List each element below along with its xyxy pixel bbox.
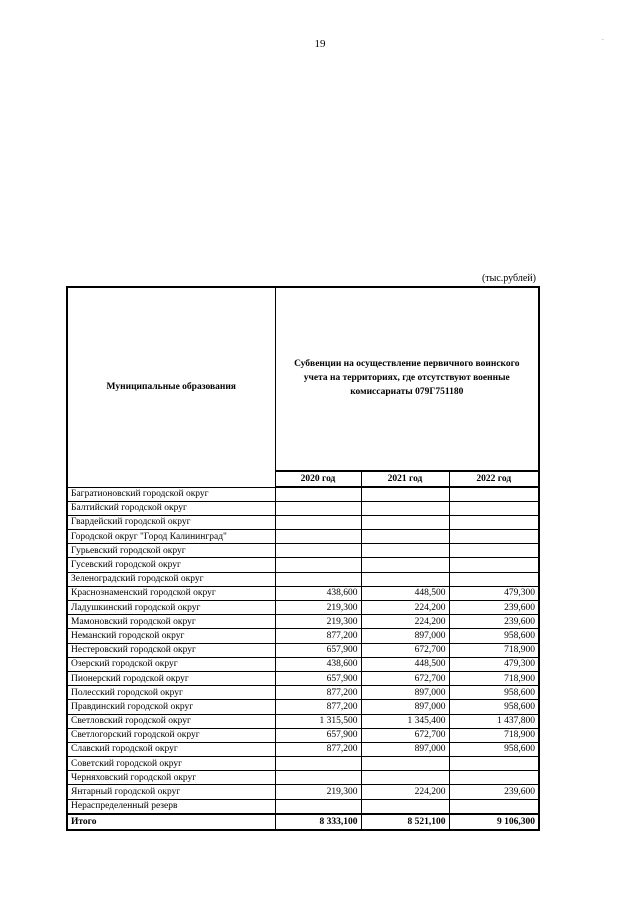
municipality-name: Славский городской округ <box>67 742 275 756</box>
value-2022: 718,900 <box>449 728 539 742</box>
value-2021: 672,700 <box>361 728 449 742</box>
table-row <box>67 643 539 657</box>
value-2022: 718,900 <box>449 671 539 685</box>
table-row <box>67 515 539 529</box>
table-row <box>67 501 539 515</box>
value-2020: 657,900 <box>275 728 361 742</box>
municipality-name: Краснознаменский городской округ <box>67 586 275 600</box>
municipality-name: Нераспределенный резерв <box>67 799 275 814</box>
value-2020: 438,600 <box>275 657 361 671</box>
municipality-name: Озерский городской округ <box>67 657 275 671</box>
table-row <box>67 601 539 615</box>
table-row <box>67 686 539 700</box>
value-2022 <box>449 572 539 586</box>
table-body <box>67 487 539 814</box>
value-2022: 239,600 <box>449 785 539 799</box>
municipality-name: Городской округ "Город Калининград" <box>67 530 275 544</box>
margin-mark: . <box>602 34 604 42</box>
value-2021: 448,500 <box>361 657 449 671</box>
value-2020: 657,900 <box>275 643 361 657</box>
municipality-name: Советский городской округ <box>67 757 275 771</box>
table-row <box>67 714 539 728</box>
value-2021: 672,700 <box>361 671 449 685</box>
value-2020: 877,200 <box>275 742 361 756</box>
value-2022: 958,600 <box>449 629 539 643</box>
value-2020: 877,200 <box>275 686 361 700</box>
value-2020 <box>275 487 361 501</box>
total-2022: 9 106,300 <box>449 814 539 830</box>
municipality-name: Правдинский городской округ <box>67 700 275 714</box>
column-header-municipality: Муниципальные образования <box>67 287 275 487</box>
value-2020: 219,300 <box>275 785 361 799</box>
table-row <box>67 629 539 643</box>
table-row <box>67 657 539 671</box>
table-total-row <box>67 814 539 830</box>
subvention-table <box>66 286 540 831</box>
value-2022 <box>449 799 539 814</box>
table-row <box>67 530 539 544</box>
value-2021 <box>361 487 449 501</box>
table-row <box>67 572 539 586</box>
value-2022: 479,300 <box>449 586 539 600</box>
value-2021: 897,000 <box>361 629 449 643</box>
value-2022 <box>449 487 539 501</box>
municipality-name: Багратионовский городской округ <box>67 487 275 501</box>
value-2021: 897,000 <box>361 686 449 700</box>
value-2020 <box>275 544 361 558</box>
value-2020: 877,200 <box>275 629 361 643</box>
value-2021: 1 345,400 <box>361 714 449 728</box>
value-2021 <box>361 771 449 785</box>
value-2020 <box>275 757 361 771</box>
page-number: 19 <box>314 38 326 50</box>
total-label: Итого <box>67 814 275 830</box>
value-2021 <box>361 501 449 515</box>
municipality-name: Светлогорский городской округ <box>67 728 275 742</box>
value-2021 <box>361 558 449 572</box>
value-2020 <box>275 799 361 814</box>
value-2022 <box>449 771 539 785</box>
table-row <box>67 544 539 558</box>
value-2021 <box>361 757 449 771</box>
value-2021: 224,200 <box>361 601 449 615</box>
value-2020 <box>275 501 361 515</box>
total-2021: 8 521,100 <box>361 814 449 830</box>
table-row <box>67 728 539 742</box>
table-row <box>67 558 539 572</box>
municipality-name: Гусевский городской округ <box>67 558 275 572</box>
value-2021: 448,500 <box>361 586 449 600</box>
municipality-name: Зеленоградский городской округ <box>67 572 275 586</box>
value-2020 <box>275 530 361 544</box>
value-2021: 672,700 <box>361 643 449 657</box>
value-2022: 958,600 <box>449 700 539 714</box>
value-2020 <box>275 771 361 785</box>
value-2022: 1 437,800 <box>449 714 539 728</box>
value-2020: 1 315,500 <box>275 714 361 728</box>
value-2021 <box>361 515 449 529</box>
value-2020: 438,600 <box>275 586 361 600</box>
value-2020: 877,200 <box>275 700 361 714</box>
municipality-name: Балтийский городской округ <box>67 501 275 515</box>
table-row <box>67 586 539 600</box>
municipality-name: Мамоновский городской округ <box>67 615 275 629</box>
value-2022: 239,600 <box>449 615 539 629</box>
value-2022: 958,600 <box>449 742 539 756</box>
value-2021: 897,000 <box>361 742 449 756</box>
value-2021 <box>361 530 449 544</box>
municipality-name: Ладушкинский городской округ <box>67 601 275 615</box>
value-2022: 479,300 <box>449 657 539 671</box>
value-2022 <box>449 558 539 572</box>
column-header-year-2020: 2020 год <box>275 471 361 487</box>
table-row <box>67 671 539 685</box>
value-2021 <box>361 544 449 558</box>
value-2022 <box>449 757 539 771</box>
value-2022: 958,600 <box>449 686 539 700</box>
value-2021: 897,000 <box>361 700 449 714</box>
municipality-name: Черняховский городской округ <box>67 771 275 785</box>
value-2021 <box>361 799 449 814</box>
value-2020 <box>275 558 361 572</box>
value-2020 <box>275 572 361 586</box>
value-2022 <box>449 530 539 544</box>
municipality-name: Гурьевский городской округ <box>67 544 275 558</box>
value-2021: 224,200 <box>361 615 449 629</box>
municipality-name: Нестеровский городской округ <box>67 643 275 657</box>
value-2020: 657,900 <box>275 671 361 685</box>
table-row <box>67 742 539 756</box>
units-label: (тыс.рублей) <box>481 273 536 284</box>
column-header-year-2022: 2022 год <box>449 471 539 487</box>
table-row <box>67 615 539 629</box>
table-row <box>67 757 539 771</box>
value-2020: 219,300 <box>275 615 361 629</box>
table-row <box>67 771 539 785</box>
value-2022 <box>449 544 539 558</box>
total-2020: 8 333,100 <box>275 814 361 830</box>
value-2021 <box>361 572 449 586</box>
value-2021: 224,200 <box>361 785 449 799</box>
table-row <box>67 799 539 814</box>
municipality-name: Гвардейский городской округ <box>67 515 275 529</box>
value-2020: 219,300 <box>275 601 361 615</box>
municipality-name: Полесский городской округ <box>67 686 275 700</box>
column-header-year-2021: 2021 год <box>361 471 449 487</box>
value-2022: 239,600 <box>449 601 539 615</box>
municipality-name: Пионерский городской округ <box>67 671 275 685</box>
table-row <box>67 785 539 799</box>
municipality-name: Неманский городской округ <box>67 629 275 643</box>
municipality-name: Светловский городской округ <box>67 714 275 728</box>
municipality-name: Янтарный городской округ <box>67 785 275 799</box>
value-2020 <box>275 515 361 529</box>
column-header-subvention: Субвенции на осуществление первичного воинского учета на территориях, где отсутствуют военные комиссариаты 079Г751180 <box>275 287 539 471</box>
table-row <box>67 487 539 501</box>
value-2022 <box>449 501 539 515</box>
value-2022 <box>449 515 539 529</box>
table-row <box>67 700 539 714</box>
value-2022: 718,900 <box>449 643 539 657</box>
